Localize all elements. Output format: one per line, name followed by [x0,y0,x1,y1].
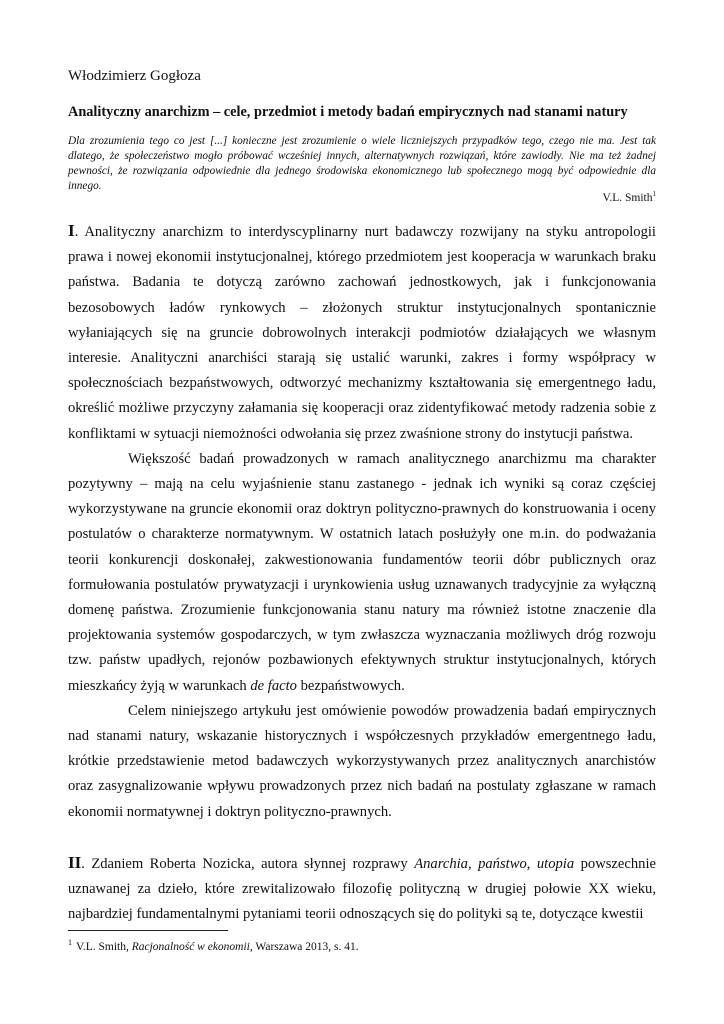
italic-term: de facto [250,677,297,694]
epigraph-source-name: V.L. Smith [602,191,653,204]
section-2-paragraph-1 [68,850,656,928]
footnote-details: , Warszawa 2013, s. 41. [249,940,359,953]
section-1-paragraph-2 [68,447,656,699]
section-1-paragraph-2-text: Większość badań prowadzonych w ramach analitycznego anarchizmu ma charakter pozytywny – mają na celu wyjaśnienie stanu zastanego - jednak ich wyniki są coraz częściej wykorzystywane na gruncie ekonomii oraz doktryn polityczno-prawnych do konstruowania i oceny postulatów o charakterze normatywnym. W ostatnich latach posłużyły one m.in. do podważania teorii konkurencji doskonałej, zakwestionowania fundamentów teorii dóbr publicznych oraz formułowania postulatów prywatyzacji i urynkowienia usług uznawanych tradycyjnie za wyłączną domenę państwa. Zrozumienie funkcjonowania stanu natury ma również istotne znaczenie dla projektowania systemów gospodarczych, w tym zwłaszcza wyznaczania możliwych dróg rozwoju tzw. państw upadłych, rejonów pozbawionych efektywnych struktur instytucjonalnych, których mieszkańcy żyją w warunkach [68,450,656,694]
section-2-paragraph-1-end: powszechnie uznawanej za dzieło, które zrewitalizowało filozofię polityczną w drugiej połowie XX wieku, najbardziej fundamentalnymi pytaniami teorii odnoszących się do polityki są te, dotyczące kwestii [68,855,656,923]
author-name: Włodzimierz Gogłoza [68,68,201,84]
footnote [68,938,359,953]
article-body [68,218,656,927]
book-title: Anarchia, państwo, utopia [414,855,575,872]
footnote-reference: 1 [652,190,656,198]
section-1-paragraph-2-end: bezpaństwowych. [296,677,405,694]
section-1-paragraph-1 [68,218,656,447]
section-2-paragraph-1-text: . Zdaniem Roberta Nozicka, autora słynnej rozprawy [81,855,415,872]
section-1-numeral: I [68,221,75,240]
footnote-divider [68,930,228,931]
footnote-number: 1 [68,938,72,947]
article-title: Analityczny anarchizm – cele, przedmiot i metody badań empirycznych nad stanami natury [68,104,628,120]
epigraph-source [603,190,656,204]
section-1-paragraph-3: Celem niniejszego artykułu jest omówienie powodów prowadzenia badań empirycznych nad stanami natury, wskazanie historycznych i współczesnych przykładów emergentnego ładu, krótkie przedstawienie metod badawczych wykorzystywanych przez analitycznych anarchistów oraz zasygnalizowanie wpływu prowadzonych przez nich badań na postulaty zgłaszane w ramach ekonomii normatywnej i doktryn polityczno-prawnych. [68,702,656,820]
footnote-author: V.L. Smith, [76,940,132,953]
footnote-book-title: Racjonalność w ekonomii [131,940,250,953]
section-2-numeral: II [68,852,82,872]
epigraph-quote: Dla zrozumienia tego co jest [...] konieczne jest zrozumienie o wiele liczniejszych przypadków tego, czego nie ma. Jest tak dlatego, że społeczeństwo mogło próbować wcześniej innych, alternatywnych rozwiązań, które zawiodły. Nie ma też żadnej pewności, że rozwiązania odpowiednie dla jednego środowiska ekonomicznego lub społecznego mogą być odpowiednie dla innego. [68,135,656,192]
section-1-paragraph-1-text: . Analityczny anarchizm to interdyscyplinarny nurt badawczy rozwijany na styku antropologii prawa i nowej ekonomii instytucjonalnej, którego przedmiotem jest kooperacja w warunkach braku państwa. Badania te dotyczą zarówno zachowań jednostkowych, jak i funkcjonowania bezosobowych ładów rynkowych – złożonych struktur instytucjonalnych spontanicznie wyłaniających się na gruncie dobrowolnych interakcji podmiotów działających we własnym interesie. Analityczni anarchiści starają się ustalić warunki, zakres i formy współpracy w społecznościach bezpaństwowych, odtworzyć mechanizmy kształtowania się emergentnego ładu, określić możliwe przyczyny załamania się kooperacji oraz zidentyfikować metody radzenia sobie z konfliktami w sytuacji niemożności odwołania się przez zwaśnione strony do instytucji państwa. [68,224,656,442]
